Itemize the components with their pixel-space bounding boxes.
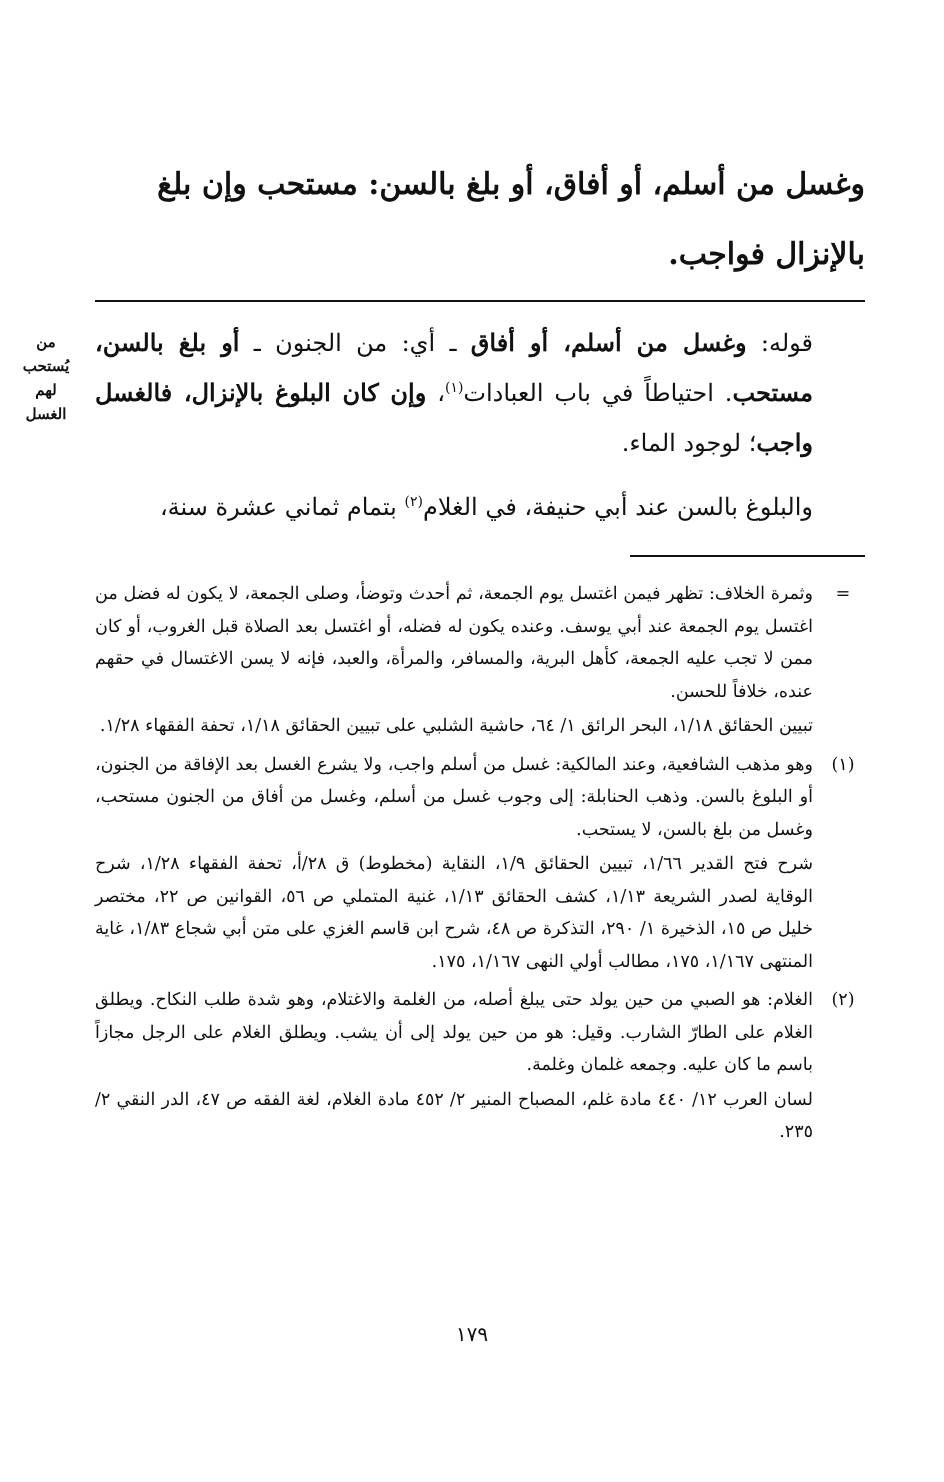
main-text-line-1: وغسل من أسلم، أو أفاق، أو بلغ بالسن: مستحب وإن بلغ bbox=[157, 167, 865, 202]
footnote-1 bbox=[95, 749, 865, 979]
margin-note bbox=[12, 330, 80, 426]
quoted-text: أو بلغ بالسن، مستحب bbox=[95, 328, 814, 407]
footnote-references: شرح فتح القدير ١/٦٦، تبيين الحقائق ١/٩، النقاية (مخطوط) ق ٢٨/أ، تحفة الفقهاء ١/٢٨، شرح الوقاية لصدر الشريعة ١/١٣، كشف الحقائق ١/١٣، غنية المتملي ص ٥٦، القوانين ص ٢٢، مختصر خليل ص ١٥، الذخيرة ١/ ٢٩٠، التذكرة ص ٤٨، شرح ابن قاسم الغزي على متن أبي شجاع ١/٨٣، غاية المنتهى ١/١٦٧، ١٧٥، مطالب أولي النهى ١/١٦٧، ١٧٥. bbox=[95, 854, 814, 972]
footnote-continued bbox=[95, 578, 865, 743]
margin-note-word: لهم bbox=[35, 381, 57, 399]
commentary-text: قوله: bbox=[746, 329, 814, 357]
footnote-text: وهو مذهب الشافعية، وعند المالكية: غسل من أسلم واجب، ولا يشرع الغسل بعد الإفاقة من الجنون، أو البلوغ بالسن. وذهب الحنابلة: إلى وجوب غسل من أسلم، وغسل من أفاق من الجنون مستحب، وغسل من بلغ بالسن، لا يستحب. bbox=[95, 754, 813, 840]
footnote-references: تبيين الحقائق ١/١٨، البحر الرائق ١/ ٦٤، حاشية الشلبي على تبيين الحقائق ١/١٨، تحفة الفقهاء ١/٢٨. bbox=[99, 716, 813, 736]
footnote-marker: (١) bbox=[831, 754, 855, 775]
separator-rule bbox=[95, 300, 865, 302]
margin-note-word: الغسل bbox=[25, 405, 67, 423]
commentary-text: ؛ لوجود الماء. bbox=[621, 429, 757, 457]
footnote-text: وثمرة الخلاف: تظهر فيمن اغتسل يوم الجمعة، ثم أحدث وتوضأ، وصلى الجمعة، لا يكون له فضل من اغتسل يوم الجمعة عند أبي يوسف. وعنده يكون له فضله، أو اغتسل بعد الصلاة قبل الغروب، أو كان ممن لا تجب عليه الجمعة، كأهل البرية، والمسافر، والمرأة، والعبد، فإنه لا يسن الاغتسال في حقهم عنده، خلافاً للحسن. bbox=[95, 584, 813, 702]
page-number: ١٧٩ bbox=[455, 1322, 489, 1346]
footnote-marker: = bbox=[835, 584, 851, 604]
main-text-line-2: بالإنزال فواجب. bbox=[668, 237, 865, 272]
commentary-text: ـ أي: من الجنون ـ bbox=[239, 329, 471, 357]
quoted-text: وإن كان البلوغ بالإنزال، فالغسل واجب bbox=[95, 378, 813, 457]
footnotes bbox=[95, 578, 865, 1155]
quoted-text: وغسل من أسلم، أو أفاق bbox=[470, 328, 747, 357]
margin-note-word: يُستحب bbox=[22, 357, 70, 375]
commentary-text: بتمام ثماني عشرة سنة، bbox=[159, 493, 405, 521]
commentary-paragraph-2 bbox=[95, 482, 865, 532]
commentary-paragraph-1 bbox=[95, 318, 865, 468]
commentary-text: والبلوغ بالسن عند أبي حنيفة، في الغلام bbox=[422, 493, 813, 521]
margin-note-word: من bbox=[36, 333, 56, 351]
commentary bbox=[95, 318, 865, 532]
footnote-text: الغلام: هو الصبي من حين يولد حتى يبلغ أصله، من الغلمة والاغتلام، وهو شدة طلب النكاح. ويطلق الغلام على الطارّ الشارب. وقيل: هو من حين يولد إلى أن يشب. ويطلق الغلام على الرجل مجازاً باسم ما كان عليه. وجمعه غلمان وغلمة. bbox=[95, 990, 813, 1075]
main-text bbox=[95, 150, 865, 290]
commentary-text: ، bbox=[426, 379, 445, 407]
footnote-references: لسان العرب ١٢/ ٤٤٠ مادة غلم، المصباح المنير ٢/ ٤٥٢ مادة الغلام، لغة الفقه ص ٤٧، الدر النقي ٢/ ٢٣٥. bbox=[95, 1089, 813, 1142]
footnote-2 bbox=[95, 984, 865, 1149]
footnote-marker: (٢) bbox=[831, 990, 855, 1010]
footnote-ref[interactable]: (٢) bbox=[404, 494, 423, 510]
footnote-rule bbox=[630, 555, 865, 557]
commentary-text: . احتياطاً في باب العبادات bbox=[463, 379, 733, 407]
footnote-ref[interactable]: (١) bbox=[444, 380, 464, 396]
